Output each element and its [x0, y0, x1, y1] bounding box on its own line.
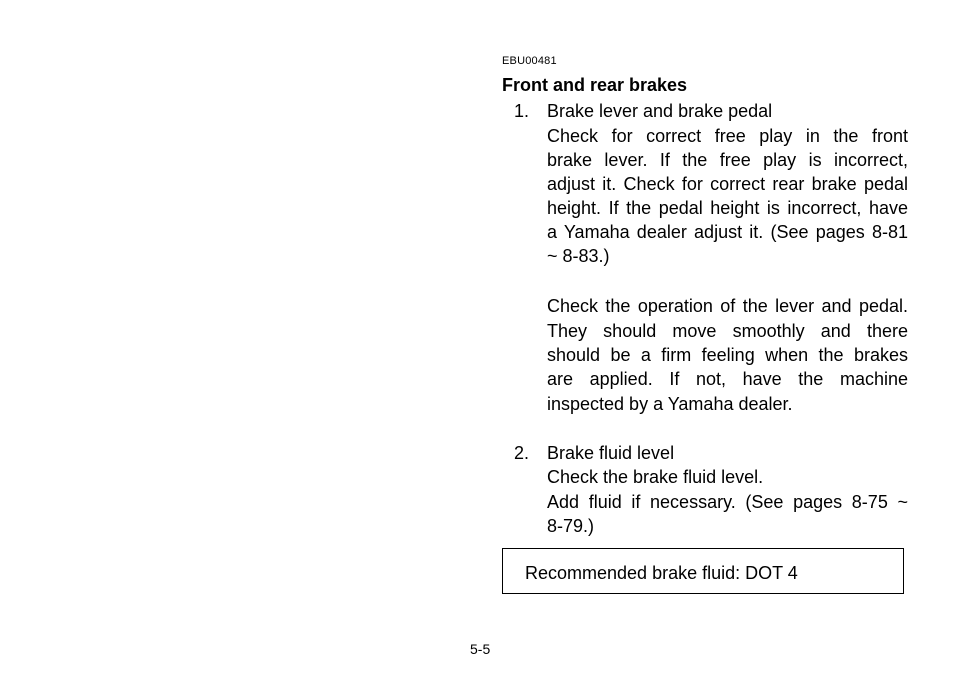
item-2-heading: Brake fluid level: [547, 443, 675, 463]
page-number: 5-5: [470, 641, 491, 657]
item-1-heading: Brake lever and brake pedal: [547, 101, 773, 121]
item-1-para1-line: adjust it. Check for correct rear brake pedal: [547, 174, 908, 194]
item-1-para2-line: Check the operation of the lever and pedal.: [547, 296, 908, 316]
spec-box: [502, 548, 904, 594]
item-1-para2-line: They should move smoothly and there: [547, 321, 908, 341]
item-1-para1-line: brake lever. If the free play is incorrect,: [547, 150, 908, 170]
item-1-para1-line: a Yamaha dealer adjust it. (See pages 8-81: [547, 222, 908, 242]
item-1-para2-line: are applied. If not, have the machine: [547, 369, 908, 389]
item-1-number: 1.: [514, 101, 530, 121]
item-2-number: 2.: [514, 443, 530, 463]
spec-text: Recommended brake fluid: DOT 4: [525, 563, 798, 583]
item-1-para1-line: height. If the pedal height is incorrect, have: [547, 198, 908, 218]
item-2-line: 8-79.): [547, 516, 595, 536]
item-2-line: Check the brake fluid level.: [547, 467, 764, 487]
item-1-para2-line: inspected by a Yamaha dealer.: [547, 394, 793, 414]
doc-code: EBU00481: [502, 55, 557, 67]
section-title: Front and rear brakes: [502, 75, 688, 95]
item-1-para1-line: ~ 8-83.): [547, 246, 610, 266]
item-1-para1-line: Check for correct free play in the front: [547, 126, 908, 146]
item-1-para2-line: should be a firm feeling when the brakes: [547, 345, 908, 365]
item-2-line: Add fluid if necessary. (See pages 8-75 ~: [547, 492, 908, 512]
